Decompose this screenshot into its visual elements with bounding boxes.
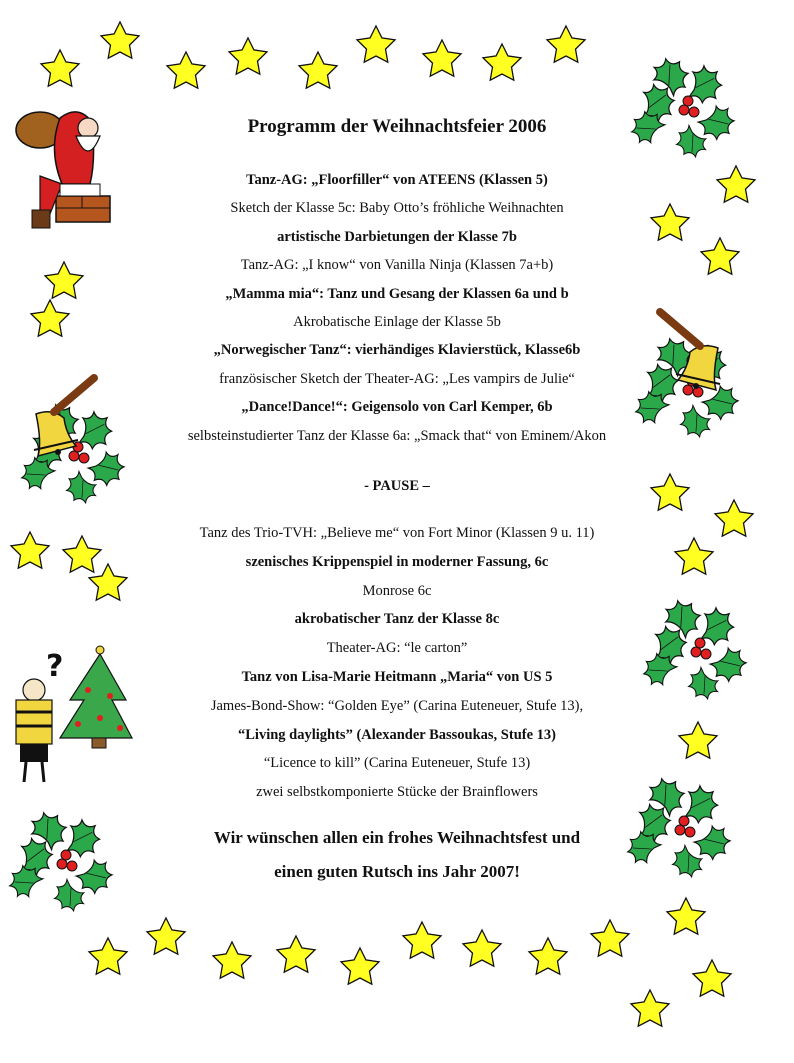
- closing-line-1: Wir wünschen allen ein frohes Weihnachtsfest und: [213, 828, 581, 847]
- program-item: artistische Darbietungen der Klasse 7b: [277, 228, 517, 245]
- star-icon: [89, 918, 629, 984]
- pause-divider: - PAUSE –: [364, 478, 430, 494]
- program-item: französischer Sketch der Theater-AG: „Les vampirs de Julie“: [219, 370, 575, 387]
- holly-icon: [18, 400, 130, 507]
- child-with-question-mark-illustration: [16, 649, 63, 782]
- star-icon: [41, 22, 585, 88]
- program-item: Tanz des Trio-TVH: „Believe me“ von Fort Minor (Klassen 9 u. 11): [199, 525, 595, 541]
- svg-text:?: ?: [46, 649, 64, 684]
- program-item: „Mamma mia“: Tanz und Gesang der Klassen 6a und b: [225, 285, 569, 302]
- program-item: Sketch der Klasse 5c: Baby Otto’s fröhliche Weihnachten: [230, 200, 564, 217]
- program-item: Theater-AG: “le carton”: [326, 640, 468, 657]
- program-item: James-Bond-Show: “Golden Eye” (Carina Euteneuer, Stufe 13),: [210, 697, 584, 714]
- program-item: Tanz von Lisa-Marie Heitmann „Maria“ von US 5: [241, 669, 553, 685]
- christmas-tree-icon: [60, 646, 132, 748]
- program-item: Tanz-AG: „Floorfiller“ von ATEENS (Klassen 5): [246, 172, 548, 188]
- page-title: Programm der Weihnachtsfeier 2006: [247, 116, 547, 137]
- holly-icon: [628, 54, 740, 161]
- program-item: zwei selbstkomponierte Stücke der Brainflowers: [256, 784, 538, 801]
- program-item: “Living daylights” (Alexander Bassoukas, Stufe 13): [238, 726, 556, 743]
- program-item: „Dance!Dance!“: Geigensolo von Carl Kemper, 6b: [241, 399, 553, 416]
- program-item: akrobatischer Tanz der Klasse 8c: [294, 611, 500, 628]
- closing-line-2: einen guten Rutsch ins Jahr 2007!: [274, 862, 520, 881]
- program-item: Monrose 6c: [362, 582, 432, 599]
- program-item: Tanz-AG: „I know“ von Vanilla Ninja (Klassen 7a+b): [240, 257, 554, 274]
- program-item: szenisches Krippenspiel in moderner Fassung, 6c: [245, 553, 549, 570]
- holly-icon: [640, 596, 752, 703]
- program-item: “Licence to kill” (Carina Euteneuer, Stufe 13): [263, 755, 531, 772]
- program-item: selbsteinstudierter Tanz der Klasse 6a: „Smack that“ von Eminem/Akon: [187, 427, 607, 444]
- program-item: Akrobatische Einlage der Klasse 5b: [293, 314, 501, 330]
- program-item: „Norwegischer Tanz“: vierhändiges Klavierstück, Klasse6b: [213, 342, 581, 359]
